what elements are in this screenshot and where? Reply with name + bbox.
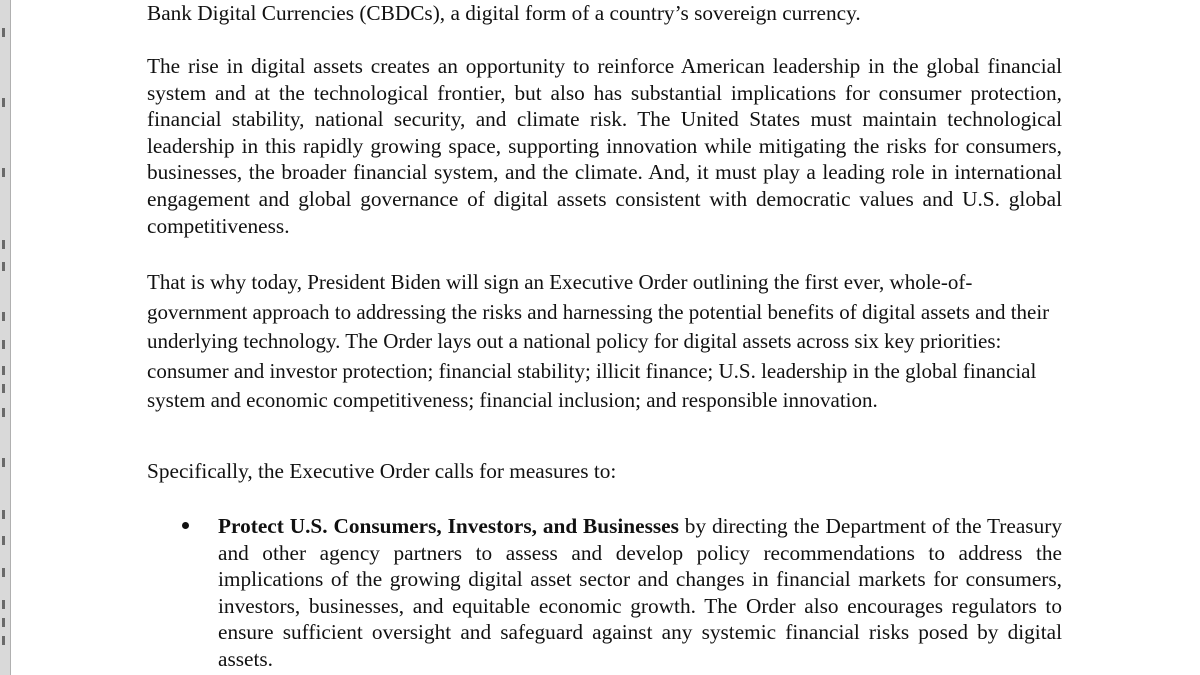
bullet-heading: Protect U.S. Consumers, Investors, and Businesses xyxy=(218,514,679,538)
top-line: Bank Digital Currencies (CBDCs), a digital form of a country’s sovereign currency. xyxy=(147,1,861,25)
edge-mark xyxy=(2,636,5,645)
edge-mark xyxy=(2,262,5,271)
list-item xyxy=(178,513,1062,673)
bullet-text xyxy=(218,513,1062,673)
edge-mark xyxy=(2,618,5,627)
edge-mark xyxy=(2,408,5,417)
edge-mark xyxy=(2,240,5,249)
bullet-icon xyxy=(178,513,218,673)
edge-mark xyxy=(2,536,5,545)
edge-mark xyxy=(2,384,5,393)
paragraph-executive-order: That is why today, President Biden will sign an Executive Order outlining the first ever, whole-of-government approach to addressing the risks and harnessing the potential benefits of digital assets and their underlying technology. The Order lays out a national policy for digital assets across six key priorities: consumer and investor protection; financial stability; illicit finance; U.S. leadership in the global financial system and economic competitiveness; financial inclusion; and responsible innovation. xyxy=(147,270,1050,413)
paragraph-digital-assets-rise: The rise in digital assets creates an opportunity to reinforce American leadership in the global financial system and at the technological frontier, but also has substantial implications for consumer protection, financial stability, national security, and climate risk. The United States must maintain technological leadership in this rapidly growing space, supporting innovation while mitigating the risks for consumers, businesses, the broader financial system, and the climate. And, it must play a leading role in international engagement and global governance of digital assets consistent with democratic values and U.S. global competitiveness. xyxy=(147,54,1062,238)
edge-mark xyxy=(2,510,5,519)
edge-mark xyxy=(2,458,5,467)
paragraph-specifically: Specifically, the Executive Order calls for measures to: xyxy=(147,459,617,483)
measures-list xyxy=(178,513,1062,673)
edge-mark xyxy=(2,366,5,375)
edge-mark xyxy=(2,98,5,107)
bullet-body: by directing the Department of the Treasury and other agency partners to assess and develop policy recommendations to address the implications of the growing digital asset sector and changes in financial markets for consumers, investors, businesses, and equitable economic growth. The Order also encourages regulators to ensure sufficient oversight and safeguard against any systemic financial risks posed by digital assets. xyxy=(218,514,1062,671)
page-left-edge xyxy=(0,0,11,675)
edge-mark xyxy=(2,600,5,609)
edge-mark xyxy=(2,28,5,37)
edge-mark xyxy=(2,568,5,577)
edge-mark xyxy=(2,168,5,177)
edge-mark xyxy=(2,340,5,349)
edge-mark xyxy=(2,312,5,321)
